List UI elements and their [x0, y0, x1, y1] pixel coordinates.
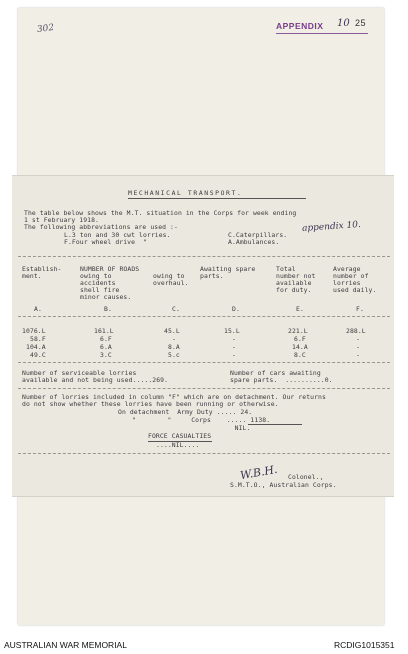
table-bottom-rule	[18, 362, 390, 363]
table-header-rule	[18, 316, 390, 317]
awaiting-line-1: Number of cars awaiting	[230, 369, 321, 377]
intro-line-2: 1 st February 1918.	[24, 216, 100, 224]
abbreviation-l: L.3 ton and 30 cwt lorries.	[64, 231, 171, 239]
force-casualties-heading: FORCE CASUALTIES	[148, 432, 212, 440]
summary-rule	[18, 388, 390, 389]
intro-line-1: The table below shows the M.T. situation in the Corps for week ending	[24, 209, 297, 217]
column-letter-f: F.	[356, 305, 364, 313]
serviceable-line-2: available and not being used.....269.	[22, 376, 169, 384]
column-letter-c: C.	[172, 305, 180, 313]
handwritten-appendix-note: appendix 10.	[301, 219, 362, 235]
abbreviation-a: A.Ambulances.	[228, 238, 280, 246]
archive-name: AUSTRALIAN WAR MEMORIAL	[4, 640, 127, 650]
awaiting-line-2: spare parts. ..........0.	[230, 376, 333, 384]
appendix-stamp-number: 25	[355, 18, 367, 28]
table-top-rule	[18, 256, 390, 257]
casualties-rule	[18, 453, 390, 454]
handwritten-signature: W.B.H.	[239, 462, 279, 483]
column-letter-e: E.	[296, 305, 304, 313]
force-casualties-nil: ....NIL....	[156, 441, 200, 449]
abbreviation-f: F.Four wheel drive "	[64, 238, 147, 246]
detachment-nil: NIL.	[132, 424, 251, 432]
appendix-stamp: APPENDIX	[276, 21, 324, 31]
detachment-army-duty: On detachment Army Duty ..... 24.	[118, 408, 253, 416]
corps-total-underline	[248, 424, 302, 425]
signoff-rank: Colonel.,	[288, 473, 324, 481]
appendix-stamp-number-handwritten: 10	[337, 18, 350, 29]
detachment-note-line-2: do not show whether these lorries have been running or otherwise.	[22, 400, 279, 408]
detachment-corps: " " Corps ..... 1138.	[132, 416, 271, 424]
report-title: MECHANICAL TRANSPORT.	[128, 189, 243, 197]
column-letter-a: A.	[34, 305, 42, 313]
serviceable-line-1: Number of serviceable lorries	[22, 369, 137, 377]
column-letter-d: D.	[232, 305, 240, 313]
abbreviation-c: C.Caterpillars.	[228, 231, 288, 239]
archive-reference: RCDIG1015351	[334, 640, 395, 650]
detachment-note-line-1: Number of lorries included in column "F" which are on detachment. Our returns	[22, 393, 326, 401]
title-underline	[128, 198, 306, 199]
column-letter-b: B.	[104, 305, 112, 313]
page-number: 302	[36, 22, 55, 36]
signoff-office: S.M.T.O., Australian Corps.	[230, 481, 337, 489]
intro-line-3: The following abbreviations are used :-	[24, 223, 178, 231]
stamp-underline	[276, 33, 368, 34]
